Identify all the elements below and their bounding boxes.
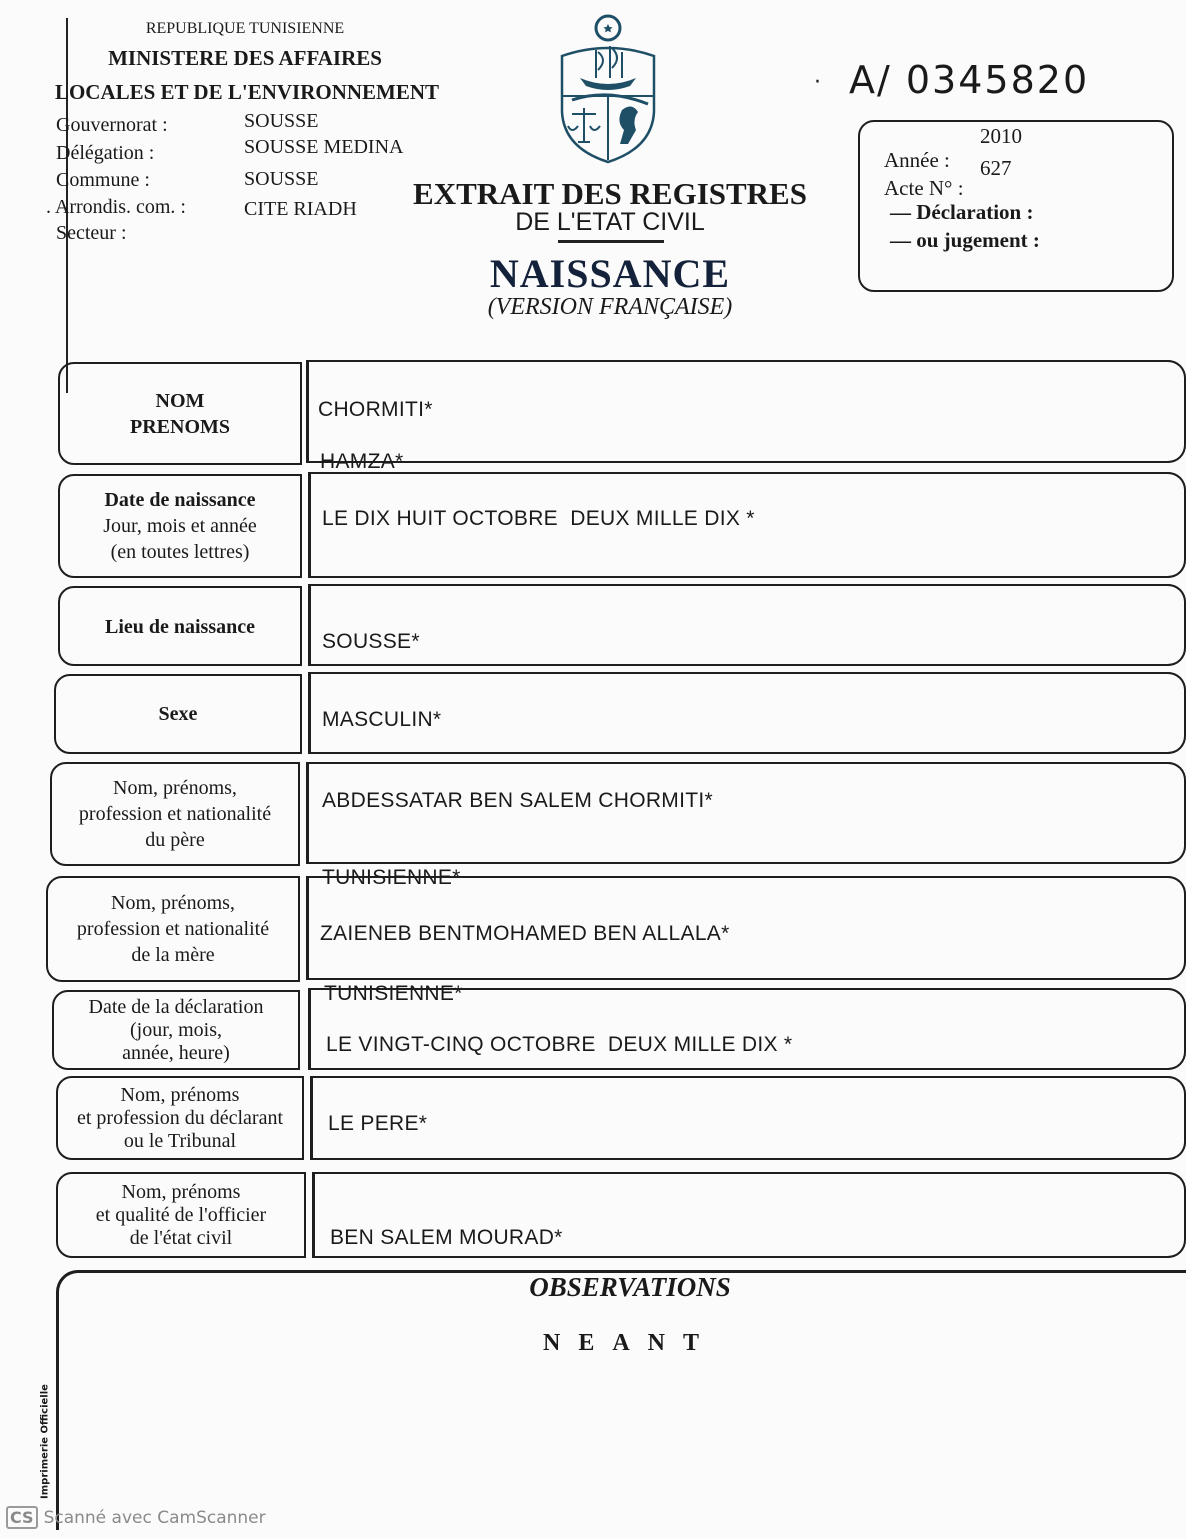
value-date-declaration: LE VINGT-CINQ OCTOBRE DEUX MILLE DIX * [326,1033,793,1056]
republic-label: REPUBLIQUE TUNISIENNE [145,20,345,37]
camscanner-text: Scanné avec CamScanner [43,1507,266,1528]
delegation-label: Délégation : [56,142,155,164]
value-sexe: MASCULIN* [322,708,442,731]
value-pere-nom: ABDESSATAR BEN SALEM CHORMITI* [322,789,713,812]
label-date-naissance-sub: Jour, mois et année (en toutes lettres) [103,515,257,563]
label-date-naissance [58,474,302,578]
serial-number-text: A/ 0345820 [849,58,1090,102]
serial-number [814,58,1089,102]
value-box-date-declaration [308,988,1186,1070]
value-lieu-naissance: SOUSSE* [322,630,420,653]
label-date-naissance-title: Date de naissance [104,489,256,511]
label-mere: Nom, prénoms, profession et nationalité de la mère [46,876,300,982]
label-pere: Nom, prénoms, profession et nationalité du père [50,762,300,866]
acte-number-label: Acte N° : [884,176,964,200]
commune-value: SOUSSE [244,168,319,190]
acte-box [858,120,1174,292]
secteur-label: Secteur : [56,222,127,244]
observations-value: NEANT [542,1330,717,1356]
label-officier: Nom, prénoms et qualité de l'officier de l'état civil [56,1172,306,1258]
jugement-label: — ou jugement : [890,228,1040,252]
title-divider [558,240,664,243]
delegation-value: SOUSSE MEDINA [244,136,404,158]
observations-title: OBSERVATIONS [529,1272,731,1302]
label-lieu-naissance: Lieu de naissance [58,586,302,666]
value-declarant: LE PERE* [328,1112,428,1135]
value-nom: CHORMITI* [318,398,433,421]
value-date-naissance: LE DIX HUIT OCTOBRE DEUX MILLE DIX * [322,507,755,530]
coat-of-arms-emblem [552,12,664,164]
annee-label: Année : [884,148,950,172]
declaration-label: — Déclaration : [890,200,1034,224]
arrondissement-value: CITE RIADH [244,198,357,220]
value-box-declarant [310,1076,1186,1160]
observations-box [56,1270,1186,1530]
value-mere-nationalite: TUNISIENNE* [324,982,463,1005]
commune-label: Commune : [56,169,150,191]
gouvernorat-label: Gouvernorat : [56,114,168,136]
gouvernorat-value: SOUSSE [244,110,319,132]
ministry-line-1: MINISTERE DES AFFAIRES [108,46,382,70]
value-pere-nationalite: TUNISIENNE* [322,866,461,889]
title-naissance: NAISSANCE [489,251,731,296]
label-sexe: Sexe [54,674,302,754]
serial-dot: · [814,70,823,95]
camscanner-logo-icon: CS [6,1506,38,1529]
value-box-nom-prenoms [306,360,1186,463]
arrondissement-label: . Arrondis. com. : [46,196,186,218]
camscanner-watermark [6,1506,266,1529]
title-version: (VERSION FRANÇAISE) [487,294,733,320]
value-box-pere [306,762,1186,864]
annee-value: 2010 [980,124,1022,148]
label-nom-prenoms: NOM PRENOMS [58,362,302,465]
value-prenoms: HAMZA* [320,450,404,473]
label-declarant: Nom, prénoms et profession du déclarant ou le Tribunal [56,1076,304,1160]
title-etat-civil: DE L'ETAT CIVIL [515,208,705,236]
title-extrait: EXTRAIT DES REGISTRES [413,176,807,211]
value-officier: BEN SALEM MOURAD* [330,1226,563,1249]
acte-number-value: 627 [980,156,1012,180]
ministry-line-2: LOCALES ET DE L'ENVIRONNEMENT [54,80,440,104]
value-box-lieu-naissance [308,584,1186,666]
value-mere-nom: ZAIENEB BENTMOHAMED BEN ALLALA* [320,922,730,945]
label-date-declaration: Date de la déclaration (jour, mois, année, heure) [52,990,300,1070]
printer-mark: Imprimerie Officielle [39,1384,51,1499]
